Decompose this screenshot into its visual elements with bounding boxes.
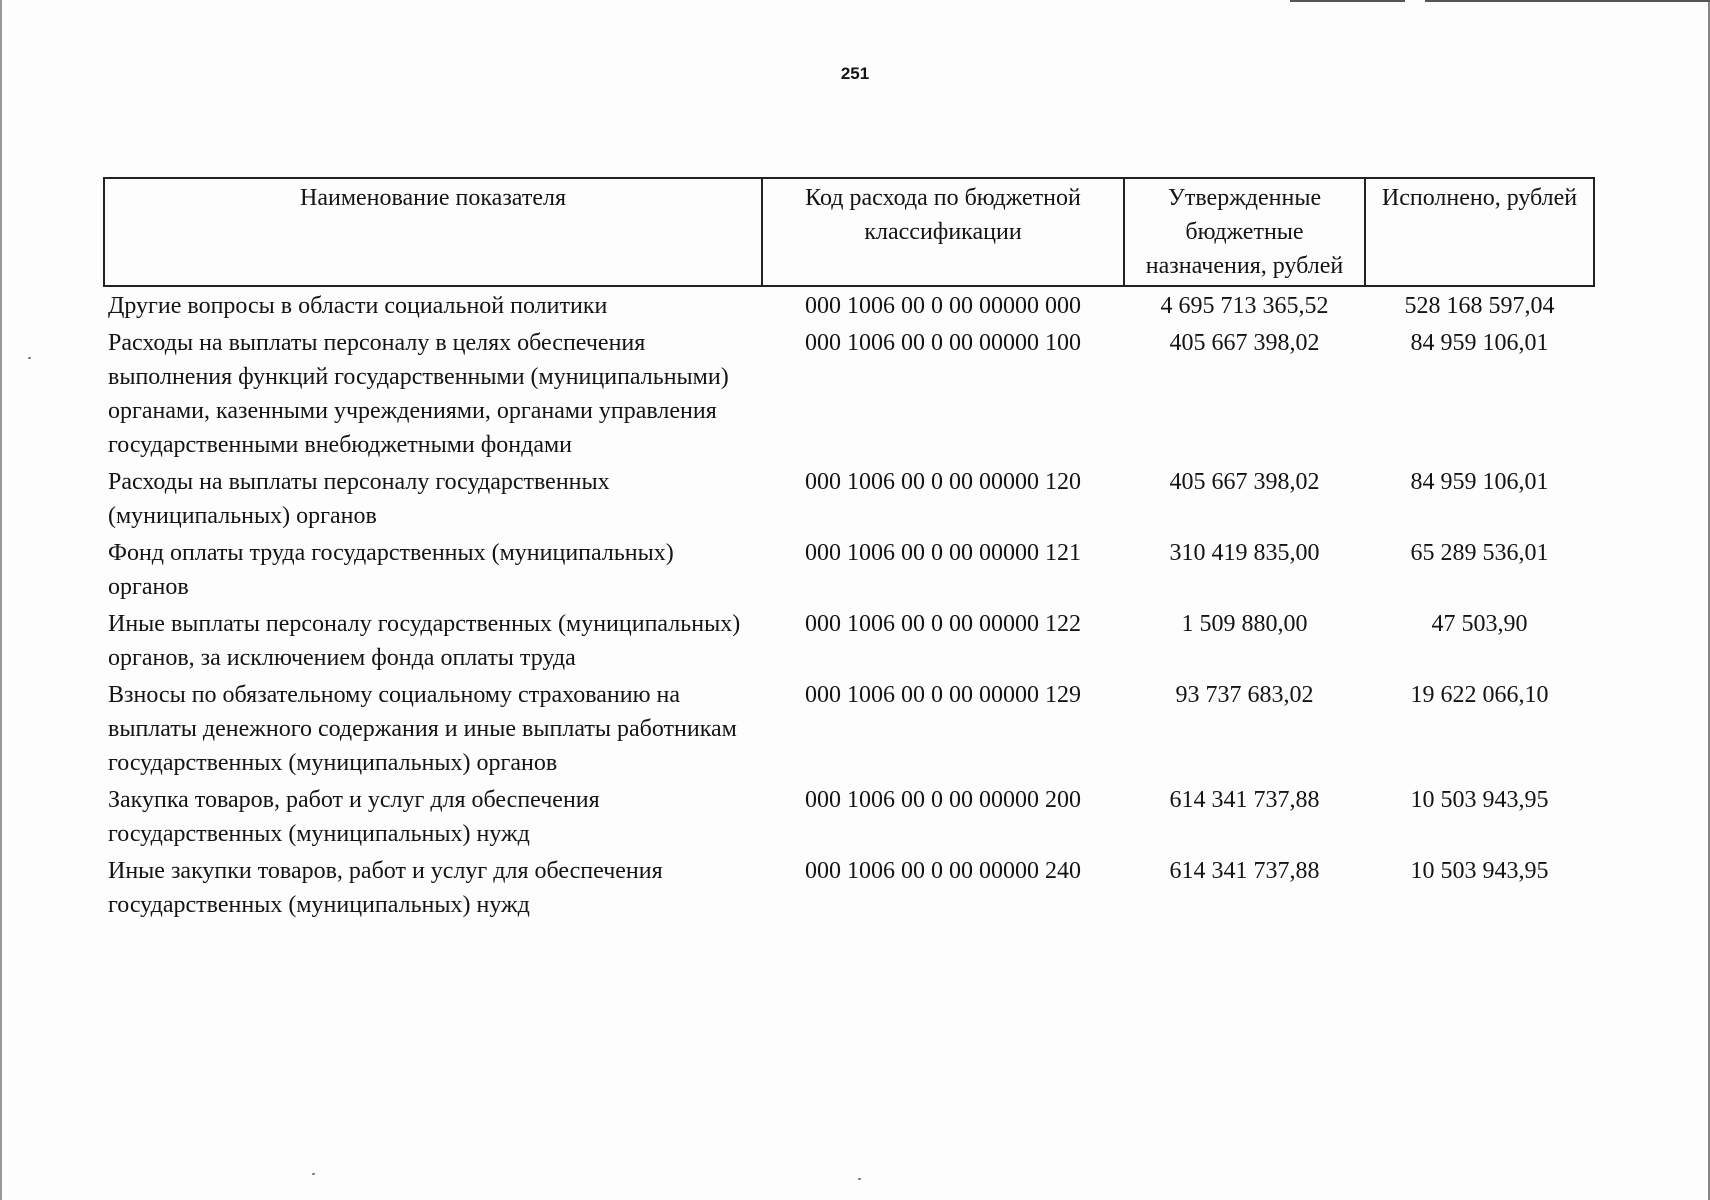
- row-code: 000 1006 00 0 00 00000 200: [805, 787, 1081, 813]
- scan-top-rule: [1290, 0, 1405, 2]
- row-approved: 93 737 683,02: [1175, 682, 1314, 708]
- header-expense-code: Код расхода по бюджетной классификации: [762, 178, 1124, 286]
- budget-table: [103, 177, 1595, 925]
- row-name: Иные закупки товаров, работ и услуг для обеспечения государственных (муниципальных) нужд: [108, 858, 663, 918]
- row-executed: 10 503 943,95: [1410, 858, 1549, 884]
- row-name: Иные выплаты персоналу государственных (муниципальных) органов, за исключением фонда оплаты труда: [108, 611, 741, 671]
- row-approved: 614 341 737,88: [1169, 787, 1320, 813]
- row-name: Расходы на выплаты персоналу в целях обеспечения выполнения функций государственными (муниципальными) органами, казенными учреждениями, органами управления государственными внебюджетными фондами: [108, 330, 729, 458]
- row-code: 000 1006 00 0 00 00000 100: [805, 330, 1081, 356]
- row-approved: 310 419 835,00: [1169, 540, 1320, 566]
- table-header-row: [104, 178, 1594, 286]
- header-executed-amount: Исполнено, рублей: [1365, 178, 1594, 286]
- row-code: 000 1006 00 0 00 00000 122: [805, 611, 1081, 637]
- table-row: [104, 678, 1594, 783]
- row-name: Закупка товаров, работ и услуг для обеспечения государственных (муниципальных) нужд: [108, 787, 600, 847]
- row-approved: 405 667 398,02: [1169, 469, 1320, 495]
- table-row: [104, 536, 1594, 607]
- row-approved: 4 695 713 365,52: [1160, 293, 1329, 319]
- row-code: 000 1006 00 0 00 00000 129: [805, 682, 1081, 708]
- row-approved: 1 509 880,00: [1181, 611, 1308, 637]
- row-name: Взносы по обязательному социальному страхованию на выплаты денежного содержания и иные выплаты работникам государственных (муниципальных) органов: [108, 682, 737, 776]
- scan-speck: [28, 357, 31, 359]
- row-code: 000 1006 00 0 00 00000 121: [805, 540, 1081, 566]
- row-approved: 405 667 398,02: [1169, 330, 1320, 356]
- scan-speck: [858, 1178, 861, 1180]
- row-executed: 84 959 106,01: [1410, 330, 1549, 356]
- table-row: [104, 326, 1594, 465]
- row-name: Фонд оплаты труда государственных (муниципальных) органов: [108, 540, 674, 600]
- scan-left-edge: [0, 0, 2, 1200]
- row-code: 000 1006 00 0 00 00000 000: [805, 293, 1081, 319]
- row-executed: 528 168 597,04: [1404, 293, 1555, 319]
- row-executed: 65 289 536,01: [1410, 540, 1549, 566]
- table-row: [104, 783, 1594, 854]
- row-executed: 47 503,90: [1431, 611, 1528, 637]
- header-approved-amount: Утвержденные бюджетные назначения, рублей: [1124, 178, 1365, 286]
- row-code: 000 1006 00 0 00 00000 120: [805, 469, 1081, 495]
- row-code: 000 1006 00 0 00 00000 240: [805, 858, 1081, 884]
- scan-top-rule: [1425, 0, 1710, 2]
- table-row: [104, 286, 1594, 326]
- page-number: 251: [840, 64, 870, 83]
- row-executed: 84 959 106,01: [1410, 469, 1549, 495]
- header-indicator-name: Наименование показателя: [104, 178, 762, 286]
- row-approved: 614 341 737,88: [1169, 858, 1320, 884]
- table-row: [104, 607, 1594, 678]
- row-name: Другие вопросы в области социальной политики: [108, 293, 608, 319]
- row-executed: 10 503 943,95: [1410, 787, 1549, 813]
- scan-speck: [312, 1173, 315, 1175]
- row-executed: 19 622 066,10: [1410, 682, 1549, 708]
- row-name: Расходы на выплаты персоналу государственных (муниципальных) органов: [108, 469, 610, 529]
- table-row: [104, 465, 1594, 536]
- table-row: [104, 854, 1594, 925]
